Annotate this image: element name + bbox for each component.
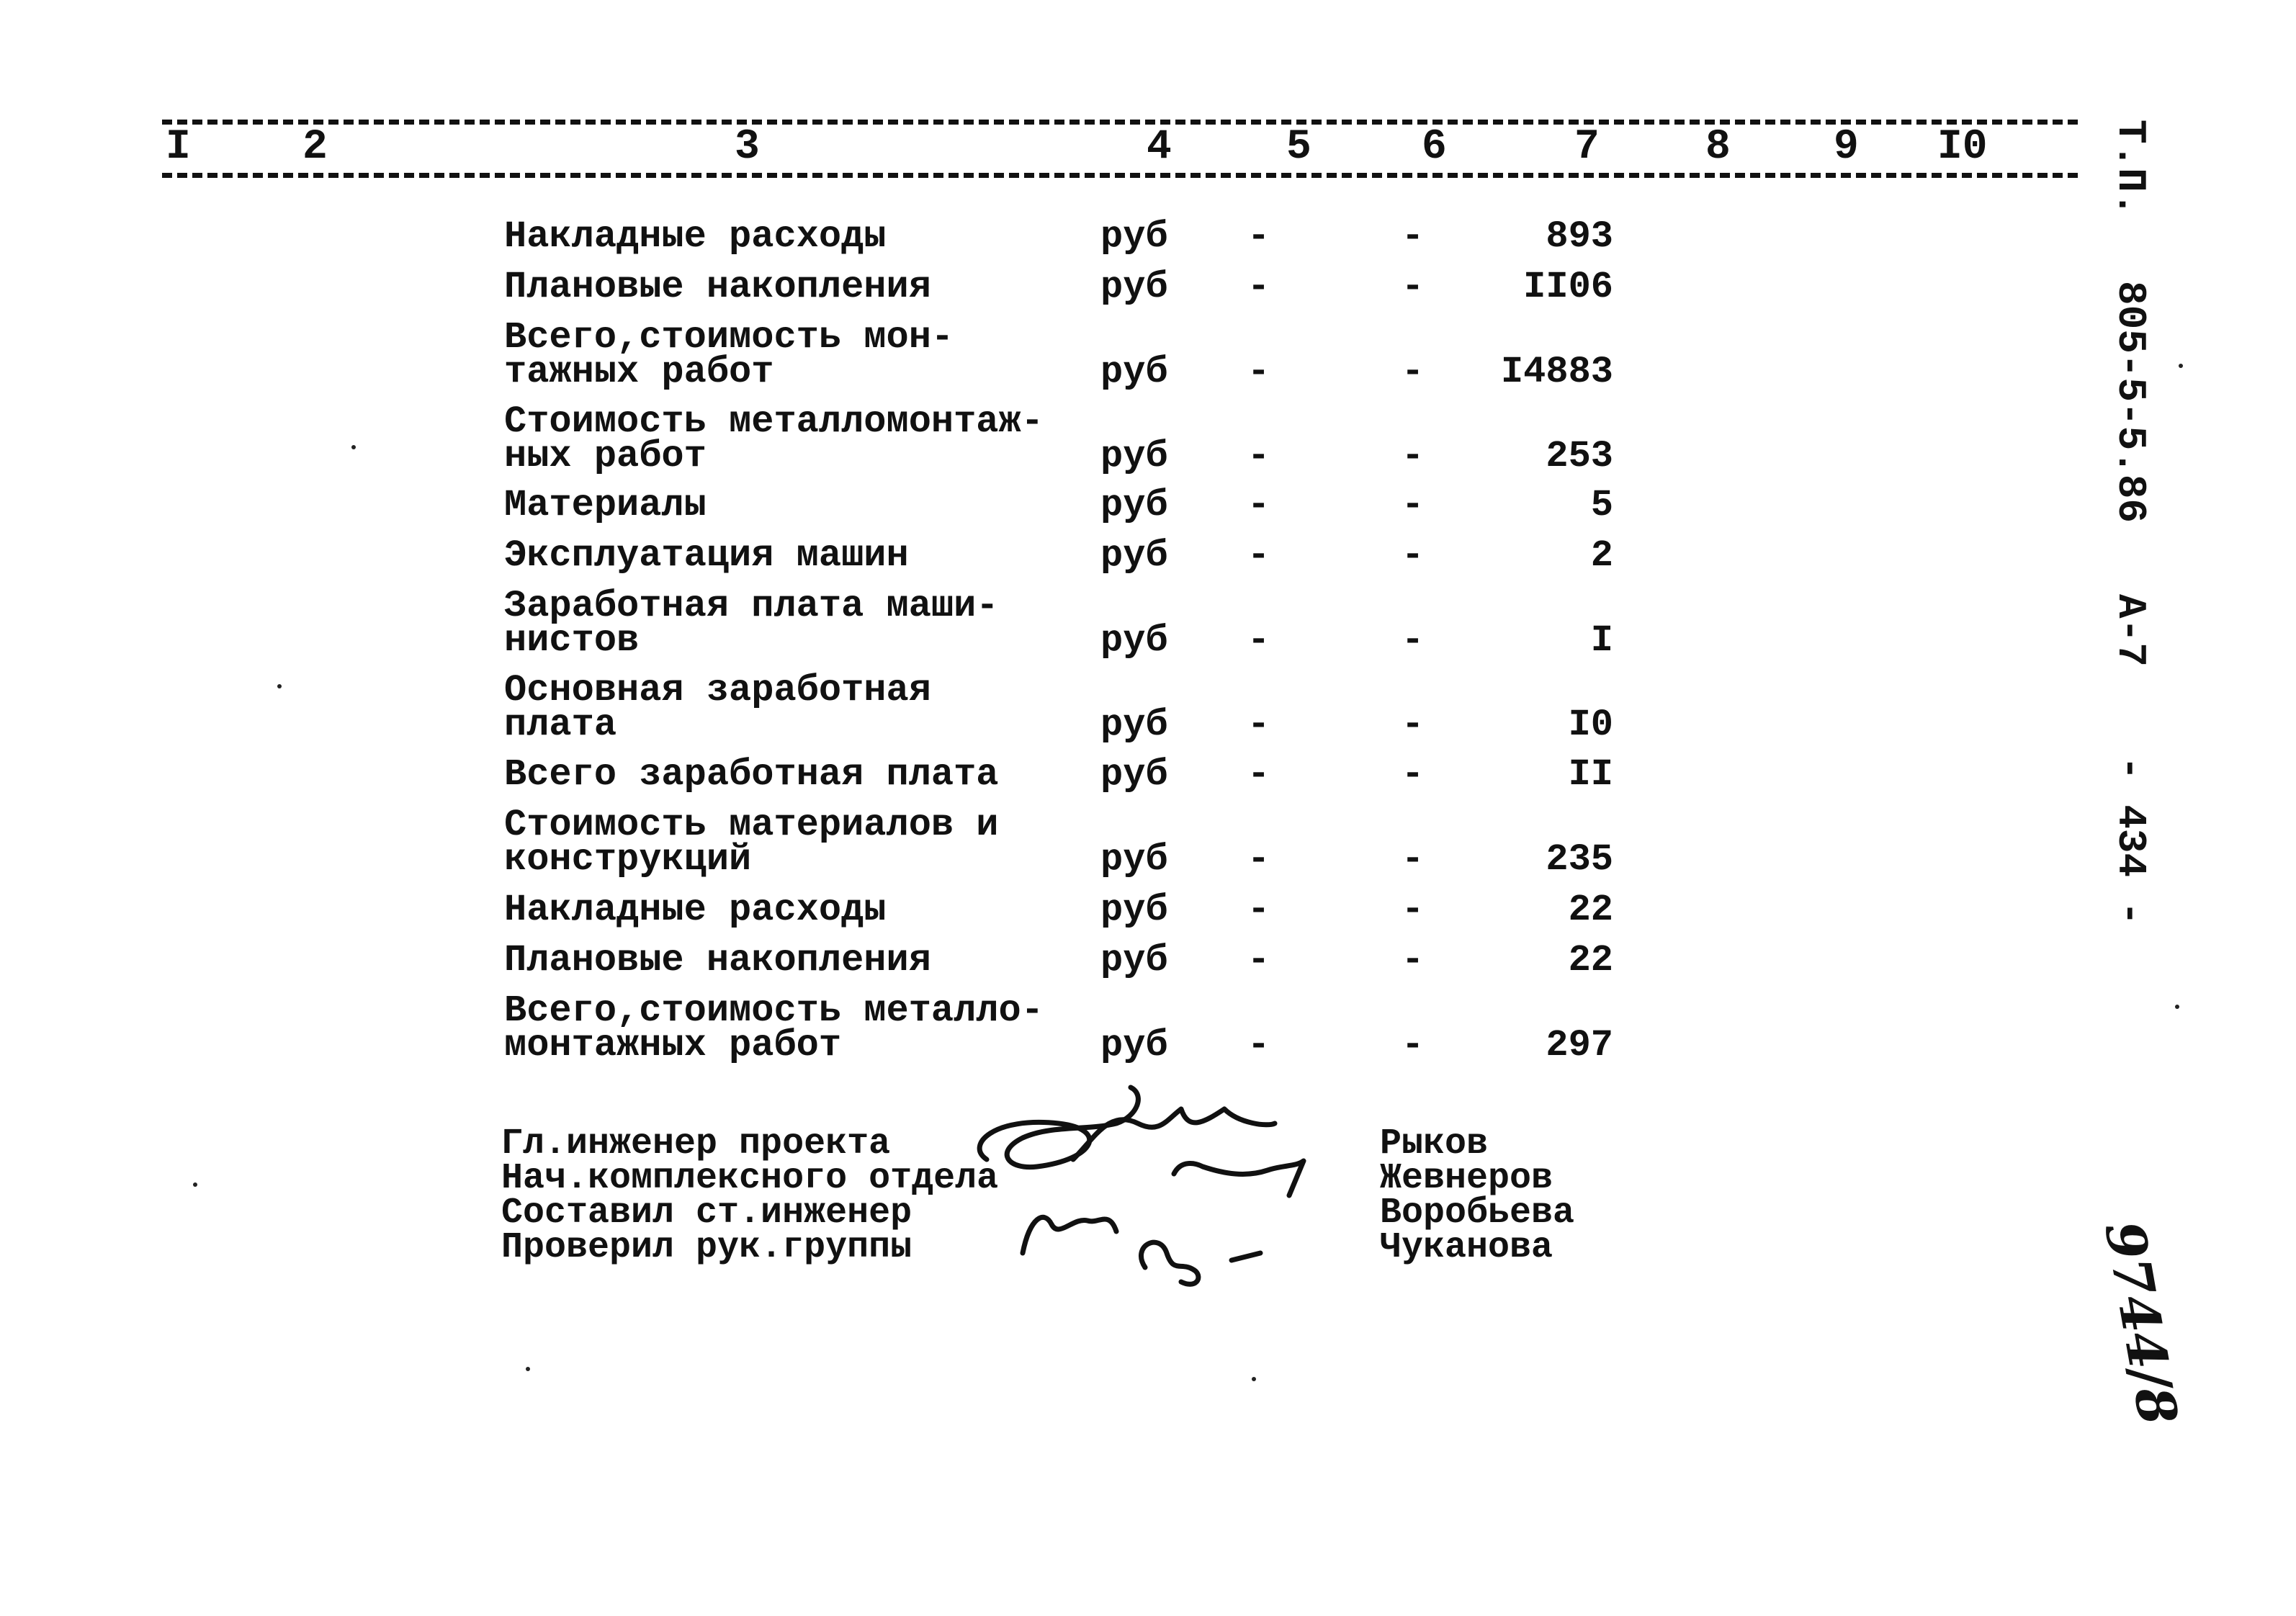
column-header-10: I0 <box>1937 124 1988 171</box>
column-header-7: 7 <box>1574 124 1600 171</box>
row-col5: - <box>1247 534 1270 577</box>
signature-names <box>1380 1123 1575 1268</box>
column-header-6: 6 <box>1422 124 1447 171</box>
row-unit: руб <box>1100 266 1168 308</box>
handwritten-signatures <box>965 1080 1340 1296</box>
table-row <box>0 804 2296 881</box>
row-col6: - <box>1402 1024 1425 1067</box>
name-zhevnerov: Жевнеров <box>1380 1158 1553 1199</box>
row-label: Накладные расходы <box>504 215 887 258</box>
scan-speck <box>526 1367 530 1371</box>
row-label: Всего,стоимость металло- <box>504 989 1044 1032</box>
row-col5: - <box>1247 351 1270 393</box>
row-unit: руб <box>1100 215 1168 258</box>
row-unit: руб <box>1100 1024 1168 1067</box>
role-compiled-by: Составил ст.инженер <box>501 1193 912 1234</box>
row-col5: - <box>1247 704 1270 746</box>
row-col5: - <box>1247 435 1270 477</box>
row-col6: - <box>1402 889 1425 931</box>
row-label: нистов <box>504 619 640 662</box>
table-row <box>0 400 2296 477</box>
row-unit: руб <box>1100 889 1168 931</box>
column-header-4: 4 <box>1147 124 1172 171</box>
row-col6: - <box>1402 939 1425 982</box>
scan-speck <box>2175 1005 2179 1009</box>
role-chief-engineer: Гл.инженер проекта <box>501 1123 891 1164</box>
header-rule-bottom <box>162 173 2078 178</box>
name-vorobyeva: Воробьева <box>1380 1193 1575 1234</box>
row-col5: - <box>1247 619 1270 662</box>
row-value: 5 <box>1590 484 1613 526</box>
row-label: Плановые накопления <box>504 266 931 308</box>
row-col5: - <box>1247 1024 1270 1067</box>
column-header-2: 2 <box>302 124 328 171</box>
row-value: I4883 <box>1500 351 1613 393</box>
role-department-head: Нач.комплексного отдела <box>501 1158 999 1199</box>
row-col6: - <box>1402 704 1425 746</box>
row-label: Эксплуатация машин <box>504 534 909 577</box>
column-header-1: I <box>166 124 191 171</box>
signature-roles <box>501 1123 999 1268</box>
row-value: 22 <box>1568 889 1613 931</box>
role-checked-by: Проверил рук.группы <box>501 1227 912 1268</box>
row-label: Заработная плата маши- <box>504 585 999 627</box>
row-value: 22 <box>1568 939 1613 982</box>
row-value: I0 <box>1568 704 1613 746</box>
row-col6: - <box>1402 215 1425 258</box>
row-col5: - <box>1247 484 1270 526</box>
row-col5: - <box>1247 266 1270 308</box>
row-label: Стоимость материалов и <box>504 804 999 846</box>
name-chukanova: Чуканова <box>1380 1227 1553 1268</box>
column-header-5: 5 <box>1286 124 1311 171</box>
row-unit: руб <box>1100 351 1168 393</box>
side-series: 805-5-5.86 <box>2107 281 2153 524</box>
row-label: тажных работ <box>504 351 774 393</box>
scan-speck <box>2179 364 2183 368</box>
row-label: ных работ <box>504 435 707 477</box>
row-unit: руб <box>1100 838 1168 881</box>
column-header-8: 8 <box>1705 124 1731 171</box>
scan-speck <box>277 684 282 688</box>
row-unit: руб <box>1100 753 1168 796</box>
row-value: 893 <box>1546 215 1613 258</box>
row-col6: - <box>1402 619 1425 662</box>
row-unit: руб <box>1100 435 1168 477</box>
header-rule-top <box>162 120 2078 125</box>
row-label: плата <box>504 704 617 746</box>
column-header-9: 9 <box>1834 124 1859 171</box>
table-row <box>0 989 2296 1067</box>
row-value: II06 <box>1523 266 1613 308</box>
column-header-3: 3 <box>735 124 760 171</box>
scan-speck <box>351 445 356 449</box>
row-value: 253 <box>1546 435 1613 477</box>
row-col6: - <box>1402 484 1425 526</box>
row-unit: руб <box>1100 939 1168 982</box>
row-col5: - <box>1247 215 1270 258</box>
row-label: монтажных работ <box>504 1024 842 1067</box>
row-label: Накладные расходы <box>504 889 887 931</box>
row-label: Материалы <box>504 484 707 526</box>
side-page-number: - 434 - <box>2107 756 2153 926</box>
side-album: А-7 <box>2107 594 2153 667</box>
row-col6: - <box>1402 351 1425 393</box>
side-doc-code: Т.П. <box>2107 120 2153 217</box>
scan-speck <box>193 1182 197 1187</box>
row-unit: руб <box>1100 619 1168 662</box>
row-col6: - <box>1402 753 1425 796</box>
row-value: I <box>1590 619 1613 662</box>
row-value: 2 <box>1590 534 1613 577</box>
row-unit: руб <box>1100 484 1168 526</box>
table-row <box>0 316 2296 393</box>
row-value: 297 <box>1546 1024 1613 1067</box>
row-col6: - <box>1402 838 1425 881</box>
row-label: Всего,стоимость мон- <box>504 316 954 359</box>
row-col6: - <box>1402 266 1425 308</box>
row-value: II <box>1568 753 1613 796</box>
row-col5: - <box>1247 889 1270 931</box>
table-row <box>0 669 2296 746</box>
row-label: Стоимость металломонтаж- <box>504 400 1044 443</box>
row-unit: руб <box>1100 534 1168 577</box>
row-col5: - <box>1247 753 1270 796</box>
row-col6: - <box>1402 534 1425 577</box>
row-label: конструкций <box>504 838 752 881</box>
scan-speck <box>1252 1377 1256 1381</box>
name-rykov: Рыков <box>1380 1123 1489 1164</box>
row-label: Основная заработная <box>504 669 931 712</box>
row-label: Плановые накопления <box>504 939 931 982</box>
row-col6: - <box>1402 435 1425 477</box>
row-col5: - <box>1247 838 1270 881</box>
side-archive-number: 9744/8 <box>2092 1217 2189 1430</box>
table-row <box>0 585 2296 662</box>
row-value: 235 <box>1546 838 1613 881</box>
row-col5: - <box>1247 939 1270 982</box>
row-unit: руб <box>1100 704 1168 746</box>
row-label: Всего заработная плата <box>504 753 999 796</box>
